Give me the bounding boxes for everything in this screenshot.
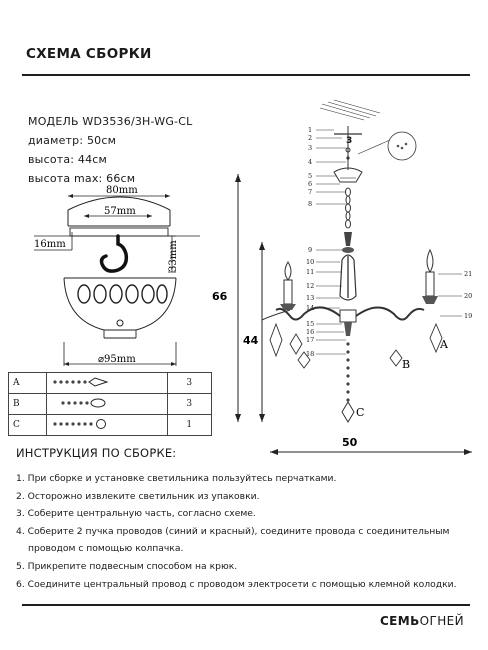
svg-text:19: 19 <box>464 312 473 320</box>
instruction-step: 4. Соберите 2 пучка проводов (синий и красный), соедините провода с соединительным <box>16 525 450 537</box>
label-a: A <box>440 338 448 351</box>
table-row <box>9 394 212 415</box>
svg-text:3: 3 <box>346 136 353 146</box>
part-qty: 3 <box>167 373 211 394</box>
diameter-dim: 50 <box>342 436 358 449</box>
svg-text:9: 9 <box>308 246 313 254</box>
svg-text:7: 7 <box>308 188 313 196</box>
chandelier-diagram <box>212 100 480 460</box>
part-qty: 1 <box>167 415 211 436</box>
dim-95-label: ⌀95mm <box>98 354 136 365</box>
specs-block <box>28 112 192 188</box>
svg-text:21: 21 <box>464 270 473 278</box>
dim-80-label: 80mm <box>106 185 138 196</box>
header-divider <box>22 74 470 76</box>
page-title: СХЕМА СБОРКИ <box>26 46 152 62</box>
label-b: B <box>402 358 411 371</box>
crystal-chain-icon <box>46 415 167 436</box>
svg-text:18: 18 <box>306 350 315 358</box>
parts-table <box>8 372 212 436</box>
svg-text:6: 6 <box>308 180 313 188</box>
svg-text:2: 2 <box>308 134 313 142</box>
brand-logo <box>380 614 464 628</box>
instructions-title: ИНСТРУКЦИЯ ПО СБОРКЕ: <box>16 446 177 460</box>
right-callouts <box>464 270 472 320</box>
part-code: A <box>9 373 47 394</box>
footer-divider <box>22 604 470 606</box>
svg-text:17: 17 <box>306 336 315 344</box>
table-row <box>9 415 212 436</box>
crystal-chain-icon <box>46 394 167 415</box>
svg-text:15: 15 <box>306 320 315 328</box>
instructions-list <box>16 470 457 593</box>
instruction-step: 5. Прикрепите подвесным способом на крюк. <box>16 560 238 572</box>
svg-text:5: 5 <box>308 172 313 180</box>
label-c: C <box>356 406 365 419</box>
instruction-step: 2. Осторожно извлеките светильник из упаковки. <box>16 490 260 502</box>
svg-text:20: 20 <box>464 292 473 300</box>
height-dim: 44 <box>243 334 259 347</box>
instruction-step: 3. Соберите центральную часть, согласно схеме. <box>16 508 256 520</box>
mount-diagram <box>0 180 240 375</box>
crystal-chain-icon <box>46 373 167 394</box>
part-code: C <box>9 415 47 436</box>
part-qty: 3 <box>167 394 211 415</box>
instruction-step: 6. Соедините центральный провод с проводом электросети с помощью клемной колодки. <box>16 578 457 590</box>
model-line: МОДЕЛЬ WD3536/3H-WG-CL <box>28 115 193 128</box>
svg-text:8: 8 <box>308 200 313 208</box>
dim-57-label: 57mm <box>104 206 136 217</box>
table-row <box>9 373 212 394</box>
svg-text:10: 10 <box>306 258 315 266</box>
svg-text:16: 16 <box>306 328 315 336</box>
diameter-line: диаметр: 50см <box>28 134 117 147</box>
svg-text:14: 14 <box>306 304 315 312</box>
dim-33-label: 33mm <box>168 240 179 272</box>
dim-16-label: 16mm <box>34 239 66 250</box>
svg-text:13: 13 <box>306 294 315 302</box>
svg-text:11: 11 <box>306 268 315 276</box>
height-max-line: высота max: 66см <box>28 172 136 185</box>
svg-text:1: 1 <box>308 126 313 134</box>
svg-text:4: 4 <box>308 158 313 166</box>
instruction-step: 1. При сборке и установке светильника пользуйтесь перчатками. <box>16 473 337 484</box>
svg-text:12: 12 <box>306 282 315 290</box>
brand-bold: СЕМЬ <box>379 614 420 628</box>
left-callouts <box>306 126 314 358</box>
part-code: B <box>9 394 47 415</box>
height-line: высота: 44см <box>28 153 108 166</box>
brand-light: ОГНЕЙ <box>419 614 464 628</box>
height-max-dim: 66 <box>212 290 228 303</box>
instruction-step: проводом с помощью колпачка. <box>28 543 184 555</box>
svg-text:3: 3 <box>308 144 313 152</box>
